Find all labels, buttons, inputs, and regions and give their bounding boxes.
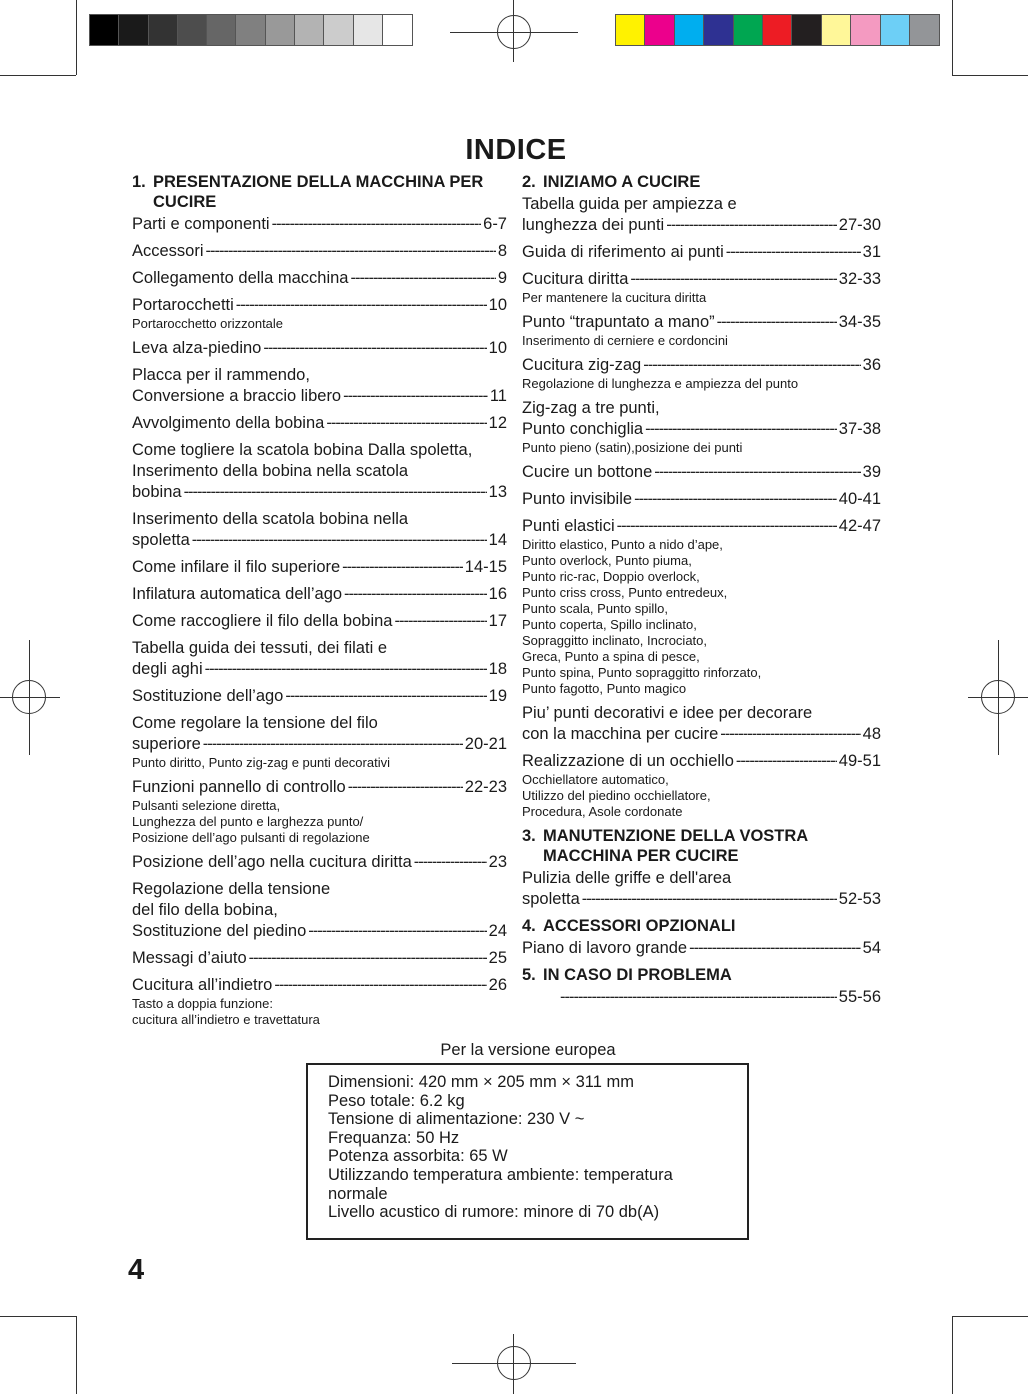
toc-entry-title: Infilatura automatica dell’ago [132, 585, 343, 603]
toc-entry-title: Accessori [132, 242, 204, 260]
toc-entry [522, 868, 881, 910]
toc-entry-text: Tabella guida dei tessuti, dei filati e [132, 639, 387, 657]
toc-entry [132, 214, 507, 235]
section-number: 1. [132, 173, 146, 191]
leader-dashes [654, 462, 860, 483]
toc-entry-text: Pulizia delle griffe e dell'area [522, 869, 732, 887]
toc-entry-title: superiore [132, 735, 201, 753]
toc-entry-subtopic: Occhiellatore automatico, [522, 772, 669, 787]
toc-entry-title: Cucitura zig-zag [522, 356, 642, 374]
toc-entry-title: Punto conchiglia [522, 420, 644, 438]
toc-entry [132, 611, 507, 632]
toc-section-heading [522, 826, 881, 866]
calibration-swatch [675, 15, 704, 45]
leader-dashes [582, 889, 837, 910]
toc-page-number: 23 [488, 853, 507, 871]
toc-entry [522, 398, 881, 456]
calibration-swatch [90, 15, 119, 45]
toc-entry [132, 295, 507, 332]
toc-page-number: 10 [488, 339, 507, 357]
crop-mark [0, 1316, 76, 1317]
toc-entry-subtopic: Procedura, Asole cordonate [522, 804, 683, 819]
toc-section-heading [522, 916, 881, 936]
section-title: INIZIAMO A CUCIRE [543, 173, 701, 191]
toc-entry [132, 413, 507, 434]
registration-line [29, 640, 30, 755]
toc-entry-subtopic: Tasto a doppia funzione: [132, 996, 273, 1011]
toc-entry-text: Come togliere la scatola bobina Dalla spoletta, [132, 441, 473, 459]
toc-entry-text: Inserimento della bobina nella scatola [132, 462, 409, 480]
leader-dashes [720, 724, 860, 745]
spec-line: Frequanza: 50 Hz [328, 1128, 460, 1147]
toc-section-heading [132, 172, 507, 212]
toc-entry-title: Punti elastici [522, 517, 615, 535]
registration-line [513, 1334, 514, 1394]
toc-page-number: 31 [862, 243, 881, 261]
toc-entry-text: Inserimento della scatola bobina nella [132, 510, 409, 528]
toc-entry-title: Guida di riferimento ai punti [522, 243, 724, 261]
toc-entry [522, 242, 881, 263]
toc-page-number: 8 [497, 242, 507, 260]
spec-line: normale [328, 1184, 388, 1203]
toc-page-number: 20-21 [464, 735, 507, 753]
toc-entry-title: bobina [132, 483, 182, 501]
spec-line: Tensione di alimentazione: 230 V ~ [328, 1110, 585, 1129]
toc-entry-title: Piano di lavoro grande [522, 939, 688, 957]
leader-dashes [342, 557, 463, 578]
section-title: PRESENTAZIONE DELLA MACCHINA PER CUCIRE [153, 173, 484, 211]
toc-page-number: 6-7 [483, 215, 507, 233]
toc-entry [132, 777, 507, 846]
calibration-swatch [616, 15, 645, 45]
toc-entry-subtopic: Punto overlock, Punto piuma, [522, 553, 692, 568]
registration-line [513, 0, 514, 62]
toc-entry-subtopic: Lunghezza del punto e larghezza punto/ [132, 814, 364, 829]
leader-dashes [263, 338, 486, 359]
toc-entry-title: Sostituzione del piedino [132, 922, 307, 940]
toc-page-number: 48 [862, 725, 881, 743]
toc-entry-title: Come infilare il filo superiore [132, 558, 341, 576]
calibration-swatch [910, 15, 939, 45]
toc-entry [522, 355, 881, 392]
toc-page-number: 24 [488, 922, 507, 940]
leader-dashes [348, 777, 463, 798]
toc-entry-title: con la macchina per cucire [522, 725, 719, 743]
toc-page-number: 37-38 [838, 420, 881, 438]
crop-mark [76, 1316, 77, 1394]
leader-dashes [617, 516, 837, 537]
toc-entry-subtopic: cucitura all’indietro e travettatura [132, 1012, 320, 1027]
toc-entry-title: Messagi d’aiuto [132, 949, 247, 967]
crop-mark [952, 1316, 953, 1394]
toc-entry-title: Sostituzione dell’ago [132, 687, 284, 705]
crop-mark [76, 0, 77, 75]
toc-entry-subtopic: Punto coperta, Spillo inclinato, [522, 617, 697, 632]
toc-entry-text: Tabella guida per ampiezza e [522, 195, 737, 213]
toc-page-number: 32-33 [838, 270, 881, 288]
leader-dashes [192, 530, 487, 551]
toc-entry-title: Punto “trapuntato a mano” [522, 313, 715, 331]
registration-line [0, 697, 60, 698]
toc-entry-text: Come regolare la tensione del filo [132, 714, 378, 732]
toc-entry [132, 879, 507, 942]
grayscale-calibration-bar [89, 14, 413, 46]
calibration-swatch [383, 15, 412, 45]
toc-entry [132, 852, 507, 873]
leader-dashes [249, 948, 487, 969]
registration-line [998, 640, 999, 755]
leader-dashes [344, 584, 487, 605]
toc-entry [132, 338, 507, 359]
toc-page-number: 14-15 [464, 558, 507, 576]
toc-page-number: 27-30 [838, 216, 881, 234]
calibration-swatch [295, 15, 324, 45]
toc-entry-text: Piu’ punti decorativi e idee per decorare [522, 704, 813, 722]
leader-dashes [630, 269, 836, 290]
toc-section-heading [522, 965, 881, 985]
toc-entry [522, 516, 881, 697]
leader-dashes [643, 355, 860, 376]
toc-page-number: 54 [862, 939, 881, 957]
leader-dashes [726, 242, 861, 263]
toc-entry-subtopic: Regolazione di lunghezza e ampiezza del punto [522, 376, 799, 391]
calibration-swatch [763, 15, 792, 45]
toc-entry-subtopic: Punto fagotto, Punto magico [522, 681, 687, 696]
toc-entry-text: Zig-zag a tre punti, [522, 399, 660, 417]
section-title: ACCESSORI OPZIONALI [543, 917, 736, 935]
calibration-swatch [704, 15, 733, 45]
toc-page-number: 9 [497, 269, 507, 287]
leader-dashes [350, 268, 495, 289]
toc-entry [522, 938, 881, 959]
toc-entry-subtopic: Punto criss cross, Punto entredeux, [522, 585, 728, 600]
calibration-swatch [324, 15, 353, 45]
calibration-swatch [734, 15, 763, 45]
leader-dashes [206, 241, 496, 262]
toc-page-number: 16 [488, 585, 507, 603]
toc-entry-title: Portarocchetti [132, 296, 234, 314]
leader-dashes [689, 938, 861, 959]
toc-entry-subtopic: Punto ric-rac, Doppio overlock, [522, 569, 700, 584]
calibration-swatch [354, 15, 383, 45]
toc-entry-title: Cucire un bottone [522, 463, 653, 481]
toc-entry-subtopic: Per mantenere la cucitura diritta [522, 290, 707, 305]
toc-entry-title: degli aghi [132, 660, 203, 678]
registration-line [450, 32, 578, 33]
toc-entry [132, 440, 507, 503]
toc-entry-title: Conversione a braccio libero [132, 387, 342, 405]
toc-page-number: 12 [488, 414, 507, 432]
toc-entry-title: Leva alza-piedino [132, 339, 262, 357]
leader-dashes [205, 659, 487, 680]
toc-entry-subtopic: Greca, Punto a spina di pesce, [522, 649, 700, 664]
toc-entry-title: lunghezza dei punti [522, 216, 665, 234]
calibration-swatch [236, 15, 265, 45]
toc-entry [132, 686, 507, 707]
leader-dashes [414, 852, 487, 873]
leader-dashes [666, 215, 837, 236]
toc-entry-title: Funzioni pannello di controllo [132, 778, 346, 796]
toc-entry-title: spoletta [132, 531, 190, 549]
calibration-swatch [851, 15, 880, 45]
calibration-swatch [881, 15, 910, 45]
toc-page-number: 34-35 [838, 313, 881, 331]
toc-entry-subtopic: Utilizzo del piedino occhiellatore, [522, 788, 711, 803]
toc-entry-title: Cucitura diritta [522, 270, 629, 288]
toc-entry [132, 975, 507, 1028]
toc-page-number: 11 [489, 387, 507, 405]
leader-dashes [343, 386, 488, 407]
toc-page-number: 17 [488, 612, 507, 630]
toc-entry-text: Placca per il rammendo, [132, 366, 310, 384]
toc-entry [132, 638, 507, 680]
toc-page-number: 26 [488, 976, 507, 994]
crop-mark [952, 0, 953, 75]
toc-page-number: 10 [488, 296, 507, 314]
leader-dashes [285, 686, 486, 707]
calibration-swatch [119, 15, 148, 45]
calibration-swatch [266, 15, 295, 45]
calibration-swatch [207, 15, 236, 45]
toc-entry-subtopic: Punto scala, Punto spillo, [522, 601, 668, 616]
calibration-swatch [822, 15, 851, 45]
leader-dashes [272, 214, 482, 235]
leader-dashes [736, 751, 837, 772]
toc-entry-subtopic: Posizione dell’ago pulsanti di regolazione [132, 830, 370, 845]
section-number: 2. [522, 173, 536, 191]
european-version-caption: Per la versione europea [440, 1041, 616, 1059]
toc-entry [522, 703, 881, 745]
toc-left-column [132, 172, 507, 1034]
toc-entry [132, 584, 507, 605]
toc-entry [132, 509, 507, 551]
toc-page-number: 49-51 [838, 752, 881, 770]
calibration-swatch [149, 15, 178, 45]
toc-page-number: 39 [862, 463, 881, 481]
toc-page-number: 40-41 [838, 490, 881, 508]
toc-page-number: 25 [488, 949, 507, 967]
leader-dashes [634, 489, 837, 510]
leader-dashes [236, 295, 487, 316]
toc-page-number: 13 [488, 483, 507, 501]
toc-entry [132, 557, 507, 578]
toc-entry-subtopic: Punto spina, Punto sopraggitto rinforzato, [522, 665, 762, 680]
toc-entry [522, 987, 881, 1008]
crop-mark [0, 75, 76, 76]
leader-dashes [308, 921, 486, 942]
leader-dashes [717, 312, 837, 333]
toc-entry [132, 365, 507, 407]
section-number: 5. [522, 966, 536, 984]
page-number: 4 [128, 1254, 145, 1286]
toc-page-number: 19 [488, 687, 507, 705]
crop-mark [952, 1316, 1028, 1317]
spec-line: Utilizzando temperatura ambiente: temperatura [328, 1165, 673, 1184]
toc-page-number: 36 [862, 356, 881, 374]
toc-entry-subtopic: Punto diritto, Punto zig-zag e punti decorativi [132, 755, 390, 770]
calibration-swatch [792, 15, 821, 45]
toc-entry-title: Come raccogliere il filo della bobina [132, 612, 393, 630]
toc-entry-title: Avvolgimento della bobina [132, 414, 325, 432]
toc-right-column [522, 172, 881, 1014]
calibration-swatch [645, 15, 674, 45]
spec-line: Livello acustico di rumore: minore di 70 db(A) [328, 1203, 660, 1222]
toc-entry-text: del filo della bobina, [132, 901, 278, 919]
toc-entry-subtopic: Sopraggitto inclinato, Incrociato, [522, 633, 707, 648]
leader-dashes [645, 419, 837, 440]
calibration-swatch [178, 15, 207, 45]
toc-entry-subtopic: Portarocchetto orizzontale [132, 316, 284, 331]
spec-line: Dimensioni: 420 mm × 205 mm × 311 mm [328, 1073, 634, 1091]
toc-entry [132, 948, 507, 969]
leader-dashes [326, 413, 486, 434]
toc-page-number: 22-23 [464, 778, 507, 796]
toc-page-number: 42-47 [838, 517, 881, 535]
specifications-box [306, 1063, 749, 1240]
toc-entry-subtopic: Inserimento di cerniere e cordoncini [522, 333, 728, 348]
toc-entry [522, 194, 881, 236]
registration-line [452, 1363, 576, 1364]
toc-entry-title: Collegamento della macchina [132, 269, 349, 287]
toc-entry-title: Punto invisibile [522, 490, 633, 508]
toc-entry-subtopic: Diritto elastico, Punto a nido d’ape, [522, 537, 723, 552]
leader-dashes [560, 987, 837, 1008]
toc-page-number: 14 [488, 531, 507, 549]
toc-entry [522, 462, 881, 483]
toc-entry-title: spoletta [522, 890, 580, 908]
toc-entry [132, 713, 507, 771]
section-number: 3. [522, 827, 536, 845]
toc-entry-subtopic: Punto pieno (satin),posizione dei punti [522, 440, 743, 455]
toc-entry-subtopic: Pulsanti selezione diretta, [132, 798, 281, 813]
toc-entry [132, 268, 507, 289]
toc-section-heading [522, 172, 881, 192]
toc-entry-title: Posizione dell’ago nella cucitura diritta [132, 853, 412, 871]
toc-entry-text: Regolazione della tensione [132, 880, 331, 898]
leader-dashes [394, 611, 486, 632]
color-calibration-bar [615, 14, 940, 46]
toc-entry [522, 751, 881, 820]
leader-dashes [274, 975, 486, 996]
toc-page-number: 18 [488, 660, 507, 678]
section-title: IN CASO DI PROBLEMA [543, 966, 732, 984]
toc-entry [522, 269, 881, 306]
toc-entry-title: Parti e componenti [132, 215, 270, 233]
spec-line: Potenza assorbita: 65 W [328, 1147, 508, 1166]
toc-entry [522, 489, 881, 510]
section-number: 4. [522, 917, 536, 935]
section-title: MANUTENZIONE DELLA VOSTRA MACCHINA PER CUCIRE [543, 827, 808, 865]
toc-entry [522, 312, 881, 349]
page-title: INDICE [465, 134, 567, 166]
toc-page-number: 52-53 [838, 890, 881, 908]
leader-dashes [184, 482, 487, 503]
leader-dashes [203, 734, 463, 755]
crop-mark [952, 75, 1028, 76]
toc-page-number: 55-56 [838, 988, 881, 1006]
toc-entry-title: Realizzazione di un occhiello [522, 752, 734, 770]
toc-entry [132, 241, 507, 262]
toc-entry-title: Cucitura all’indietro [132, 976, 273, 994]
spec-line: Peso totale: 6.2 kg [328, 1091, 465, 1110]
